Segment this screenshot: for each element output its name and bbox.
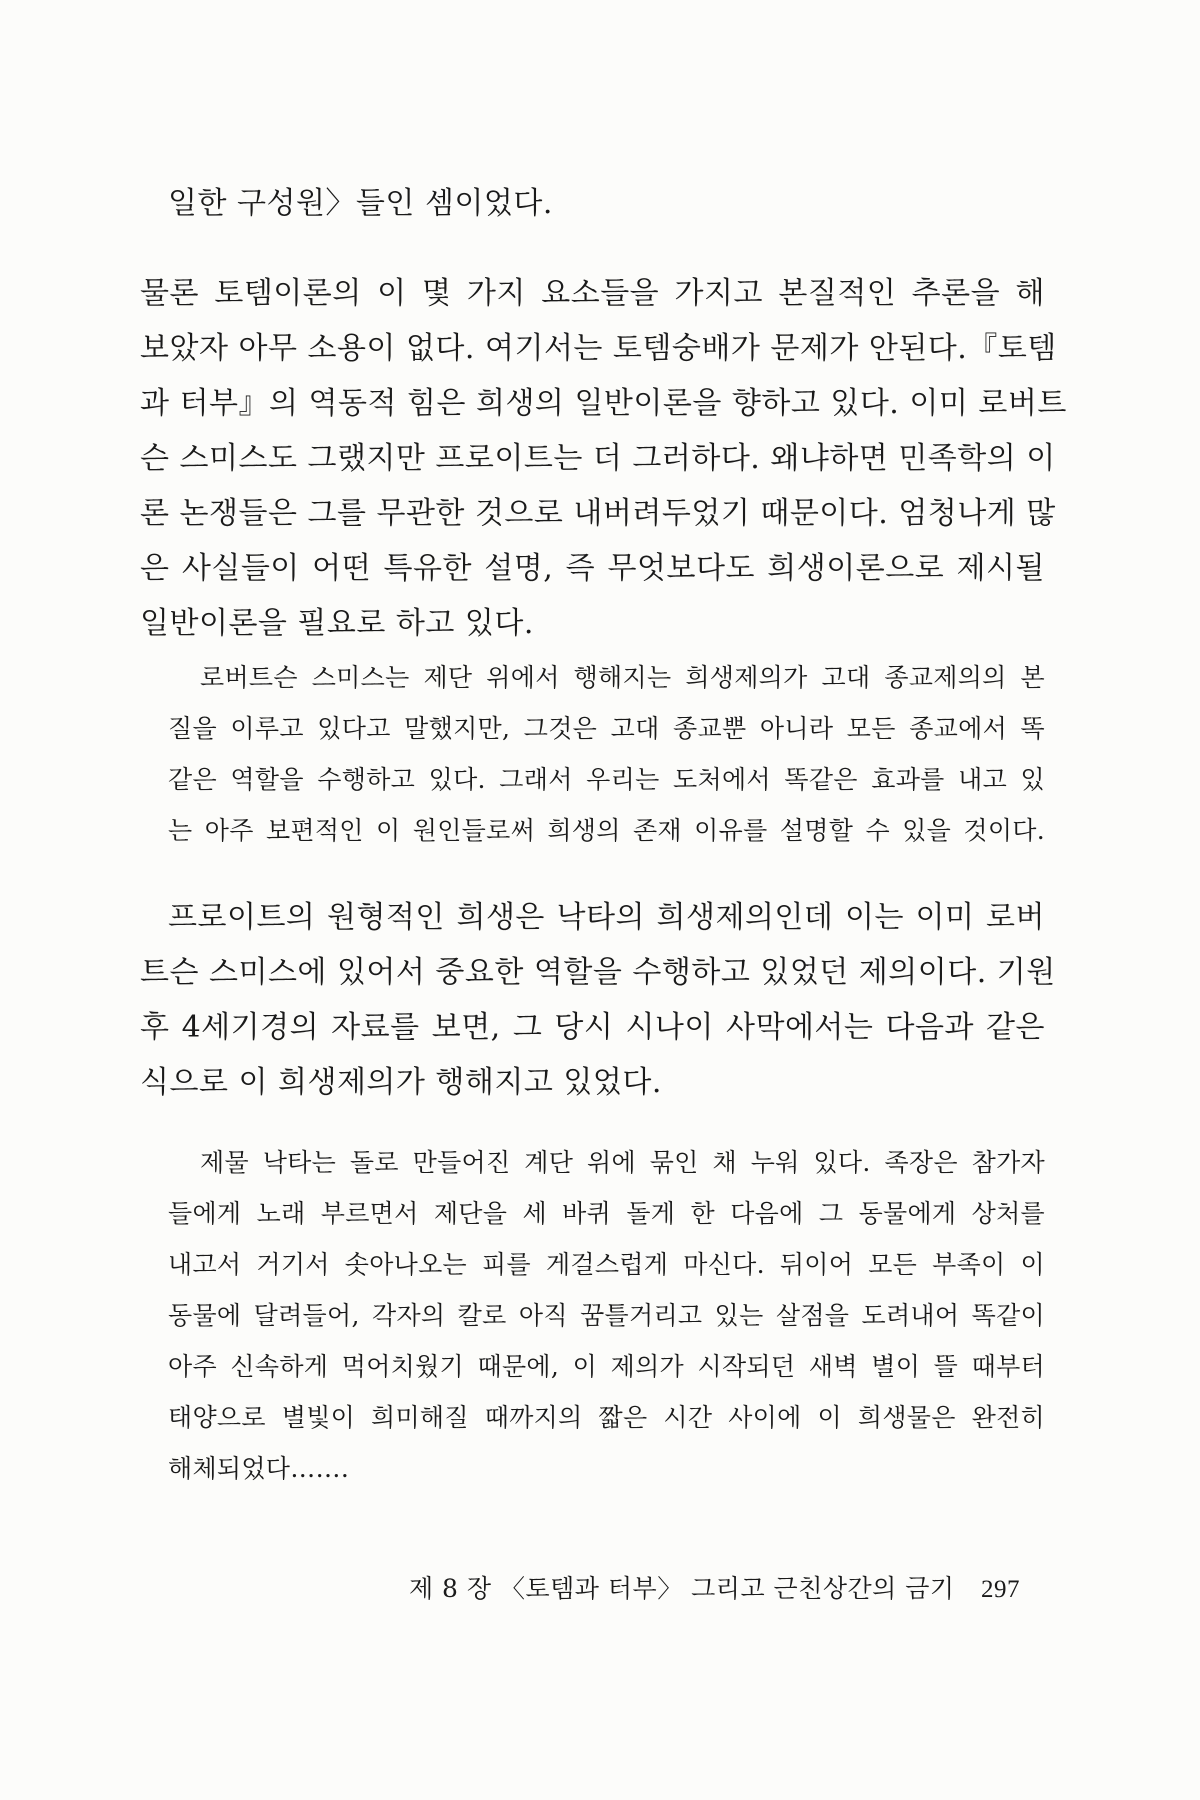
- quote-line: 들에게 노래 부르면서 제단을 세 바퀴 돌게 한 다음에 그 동물에게 상처를: [168, 1199, 1045, 1228]
- text-line: 과 터부』의 역동적 힘은 희생의 일반이론을 향하고 있다. 이미 로버트: [140, 386, 1067, 421]
- text-line: 일한 구성원〉들인 셈이었다.: [168, 186, 553, 221]
- text-line: 후 4세기경의 자료를 보면, 그 당시 시나이 사막에서는 다음과 같은: [140, 1010, 1045, 1045]
- quote-line: 아주 신속하게 먹어치웠기 때문에, 이 제의가 시작되던 새벽 별이 뜰 때부터: [168, 1352, 1045, 1381]
- continuation-text: [140, 176, 1045, 231]
- paragraph-1: [140, 266, 1067, 651]
- quote-line: 태양으로 별빛이 희미해질 때까지의 짧은 시간 사이에 이 희생물은 완전히: [168, 1403, 1045, 1432]
- text-line: 보았자 아무 소용이 없다. 여기서는 토템숭배가 문제가 안된다.『토템: [140, 331, 1057, 366]
- quote-line: 해체되었다…….: [168, 1454, 350, 1483]
- quote-line: 질을 이루고 있다고 말했지만, 그것은 고대 종교뿐 아니라 모든 종교에서 똑: [168, 714, 1045, 743]
- quote-line: 제물 낙타는 돌로 만들어진 계단 위에 묶인 채 누워 있다. 족장은 참가자: [200, 1148, 1045, 1177]
- page-footer: [409, 1572, 1020, 1607]
- text-line: 물론 토템이론의 이 몇 가지 요소들을 가지고 본질적인 추론을 해: [140, 276, 1045, 311]
- running-title: 제 8 장 〈토템과 터부〉 그리고 근친상간의 금기: [408, 1574, 955, 1603]
- page-number: 297: [981, 1576, 1020, 1603]
- quote-line: 내고서 거기서 솟아나오는 피를 게걸스럽게 마신다. 뒤이어 모든 부족이 이: [168, 1250, 1045, 1279]
- text-line: 슨 스미스도 그랬지만 프로이트는 더 그러하다. 왜냐하면 민족학의 이: [140, 441, 1056, 476]
- text-line: 일반이론을 필요로 하고 있다.: [140, 606, 534, 641]
- block-quote-1: [168, 652, 1045, 856]
- block-quote-2: [168, 1137, 1045, 1494]
- quote-line: 로버트슨 스미스는 제단 위에서 행해지는 희생제의가 고대 종교제의의 본: [200, 663, 1045, 692]
- text-line: 은 사실들이 어떤 특유한 설명, 즉 무엇보다도 희생이론으로 제시될: [140, 551, 1045, 586]
- quote-line: 같은 역할을 수행하고 있다. 그래서 우리는 도처에서 똑같은 효과를 내고 있: [168, 765, 1045, 794]
- text-line: 트슨 스미스에 있어서 중요한 역할을 수행하고 있었던 제의이다. 기원: [140, 955, 1056, 990]
- text-line: 프로이트의 원형적인 희생은 낙타의 희생제의인데 이는 이미 로버: [168, 900, 1045, 935]
- quote-line: 동물에 달려들어, 각자의 칼로 아직 꿈틀거리고 있는 살점을 도려내어 똑같이: [168, 1301, 1045, 1330]
- text-line: 식으로 이 희생제의가 행해지고 있었다.: [140, 1065, 662, 1100]
- quote-line: 는 아주 보편적인 이 원인들로써 희생의 존재 이유를 설명할 수 있을 것이다.: [168, 816, 1045, 845]
- paragraph-2: [140, 890, 1056, 1110]
- text-line: 론 논쟁들은 그를 무관한 것으로 내버려두었기 때문이다. 엄청나게 많: [140, 496, 1056, 531]
